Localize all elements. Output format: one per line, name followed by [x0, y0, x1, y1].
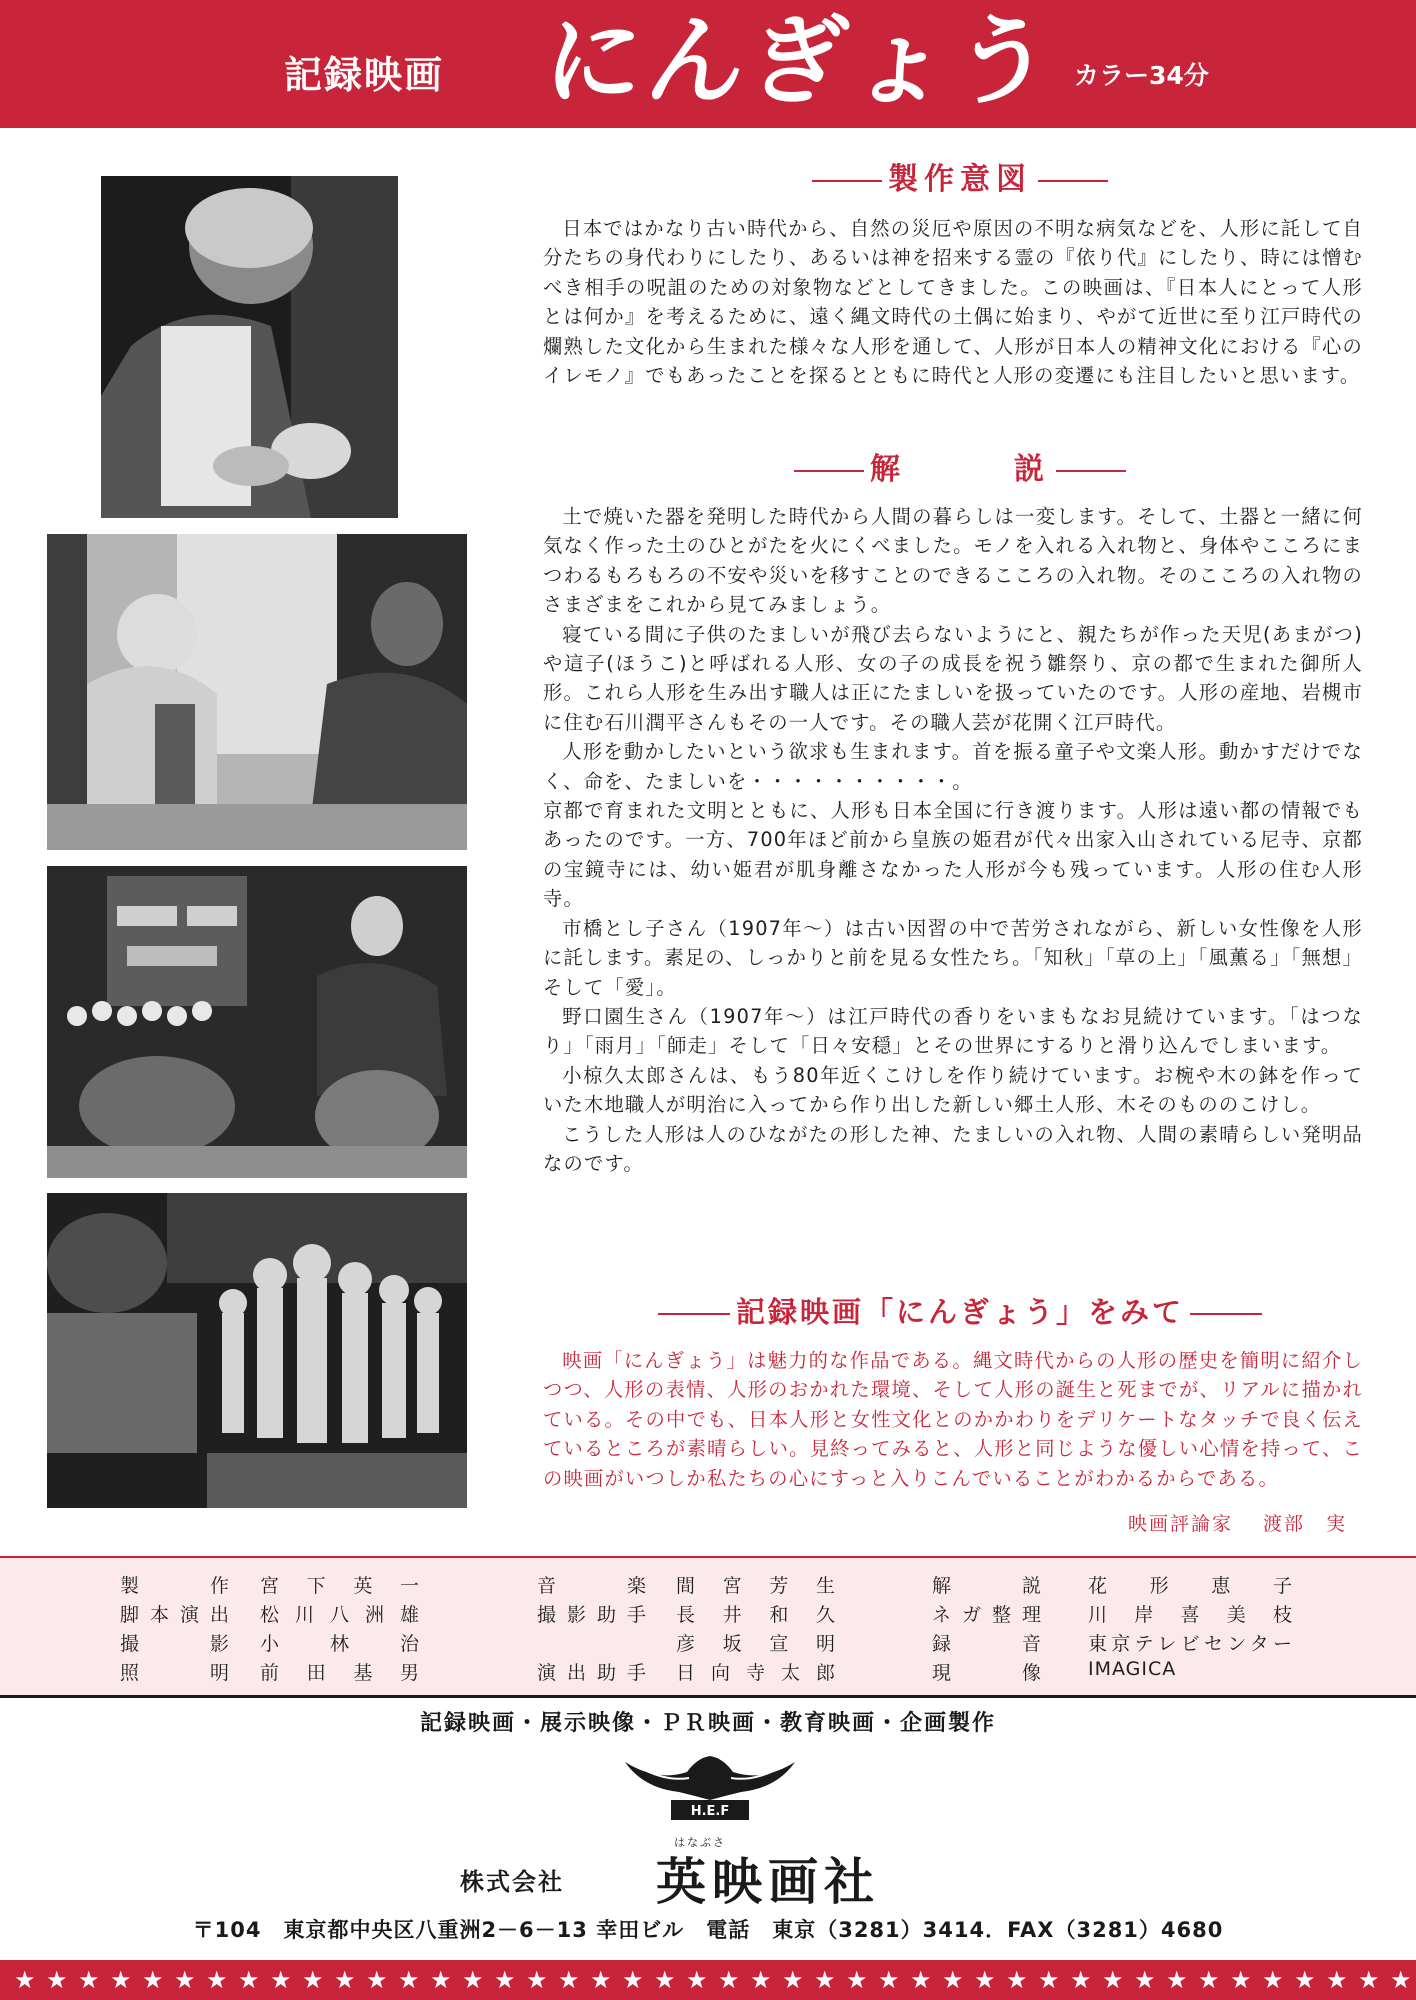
credit-role: 脚本演出: [120, 1604, 230, 1626]
star-icon: ★: [1390, 1966, 1412, 1994]
star-icon: ★: [686, 1966, 708, 1994]
company-address: 〒104 東京都中央区八重洲2－6－13 幸田ビル 電話 東京（3281）3414．FAX（3281）4680: [192, 1918, 1224, 1942]
credit-name: 松川八洲雄: [260, 1604, 420, 1626]
star-icon: ★: [1070, 1966, 1092, 1994]
intent-body: [543, 214, 1363, 390]
heading-rule-right: [1190, 1313, 1262, 1315]
star-icon: ★: [174, 1966, 196, 1994]
star-icon: ★: [654, 1966, 676, 1994]
heading-rule-right: [1056, 470, 1126, 472]
star-icon: ★: [942, 1966, 964, 1994]
review-signature: [1128, 1509, 1347, 1536]
commentary-paragraph: 市橋とし子さん（1907年～）は古い因習の中で苦労されながら、新しい女性像を人形に託します。素足の、しっかりと前を見る女性たち。「知秋」「草の上」「風薫る」「無想」そして「愛」。: [543, 916, 1363, 999]
star-icon: ★: [430, 1966, 452, 1994]
film-genre-label: 記録映画: [284, 53, 445, 97]
credit-name: 花形恵子: [1088, 1575, 1293, 1597]
credit-name: 彦坂宣明: [676, 1633, 836, 1655]
intent-paragraph: 日本ではかなり古い時代から、自然の災厄や原因の不明な病気などを、人形に託して自分たちの身代わりにしたり、あるいは神を招来する霊の『依り代』にしたり、時には憎むべき相手の呪詛のための対象物などとしてきました。この映画は、『日本人にとって人形とは何か』を考えるために、遠く縄文時代の土偶に始まり、やがて近世に至り江戸時代の爛熟した文化から生まれた様々な人形を通して、人形が日本人の精神文化における『心のイレモノ』でもあったことを探るとともに時代と人形の変遷にも注目したいと思います。: [543, 217, 1363, 388]
photo-kokeshi-dolls: [47, 1193, 467, 1508]
star-icon: ★: [302, 1966, 324, 1994]
footer-star-band: [0, 1960, 1416, 2000]
star-icon: ★: [1006, 1966, 1028, 1994]
credit-role: 製作: [120, 1575, 230, 1597]
commentary-paragraph: 人形を動かしたいという欲求も生まれます。首を振る童子や文楽人形。動かすだけでなく、命を、たましいを・・・・・・・・・・。: [543, 740, 1363, 793]
star-icon: ★: [718, 1966, 740, 1994]
credit-name: 間宮芳生: [676, 1575, 836, 1597]
logo-text: H.E.F: [690, 1804, 730, 1819]
star-icon: ★: [526, 1966, 548, 1994]
star-icon: ★: [1102, 1966, 1124, 1994]
company-block: [460, 1836, 980, 1912]
star-icon: ★: [110, 1966, 132, 1994]
photo-artisan-painting-doll: [101, 176, 398, 518]
credit-role: 録音: [932, 1633, 1042, 1655]
star-icon: ★: [814, 1966, 836, 1994]
commentary-paragraph: 京都で育まれた文明とともに、人形も日本全国に行き渡ります。人形は遠い都の情報でもあったのです。一方、700年ほど前から皇族の姫君が代々出家入山されている尼寺、京都の宝鏡寺には、幼い姫君が肌身離さなかった人形が今も残っています。人形の住む人形寺。: [543, 799, 1363, 911]
star-icon: ★: [46, 1966, 68, 1994]
star-icon: ★: [1294, 1966, 1316, 1994]
photo-women-with-dolls: [47, 534, 467, 850]
credit-role: 撮影: [120, 1633, 230, 1655]
heading-rule-left: [794, 470, 864, 472]
credit-name: 小林治: [260, 1633, 420, 1655]
star-icon: ★: [846, 1966, 868, 1994]
reviewer-name: 渡部 実: [1263, 1513, 1348, 1535]
star-icon: ★: [206, 1966, 228, 1994]
company-name-ruby: はなぶさ: [674, 1836, 726, 1849]
credit-role: 解説: [932, 1575, 1042, 1597]
intent-heading: [520, 154, 1400, 198]
star-icon: ★: [558, 1966, 580, 1994]
credit-name: 宮下英一: [260, 1575, 420, 1597]
review-paragraph: 映画「にんぎょう」は魅力的な作品である。縄文時代からの人形の歴史を簡明に紹介しつつ、人形の表情、人形のおかれた環境、そして人形の誕生と死までが、リアルに描かれている。その中でも、日本人形と女性文化とのかかわりをデリケートなタッチで良く伝えているところが素晴らしい。見終ってみると、人形と同じような優しい心情を持って、この映画がいつしか私たちの心にすっと入りこんでいることがわかるからである。: [543, 1349, 1363, 1490]
star-icon: ★: [1262, 1966, 1284, 1994]
star-icon: ★: [878, 1966, 900, 1994]
intent-heading-text: 製作意図: [888, 162, 1032, 197]
star-icon: ★: [462, 1966, 484, 1994]
star-icon: ★: [910, 1966, 932, 1994]
star-icon: ★: [1134, 1966, 1156, 1994]
credit-name: 日向寺太郎: [676, 1662, 836, 1684]
star-icon: ★: [270, 1966, 292, 1994]
photo-doll-workshop: [47, 866, 467, 1178]
credit-role: 照明: [120, 1662, 230, 1684]
heading-rule-left: [658, 1313, 730, 1315]
divider: [0, 1695, 1416, 1698]
review-body: [543, 1346, 1363, 1493]
company-name: 英映画社: [656, 1852, 880, 1911]
commentary-heading: [520, 444, 1400, 488]
commentary-paragraph: こうした人形は人のひながたの形した神、たましいの入れ物、人間の素晴らしい発明品なのです。: [543, 1122, 1363, 1175]
review-heading: [520, 1290, 1400, 1331]
credit-name: 前田基男: [260, 1662, 420, 1684]
star-icon: ★: [366, 1966, 388, 1994]
film-title: にんぎょう: [539, 4, 1062, 119]
credit-name: IMAGICA: [1088, 1658, 1177, 1680]
reviewer-title: 映画評論家: [1128, 1513, 1234, 1535]
commentary-paragraph: 土で焼いた器を発明した時代から人間の暮らしは一変します。そして、土器と一緒に何気なく作った土のひとがたを火にくべました。モノを入れる入れ物と、身体やこころにまつわるもろもろの不安や災いを移すことのできるこころの入れ物。そのこころの入れ物のさまざまをこれから見てみましょう。: [543, 505, 1363, 617]
film-runtime: カラー34分: [1074, 61, 1209, 90]
star-icon: ★: [1358, 1966, 1380, 1994]
star-icon: ★: [750, 1966, 772, 1994]
star-icon: ★: [1326, 1966, 1348, 1994]
star-icon: ★: [494, 1966, 516, 1994]
commentary-paragraph: 野口園生さん（1907年～）は江戸時代の香りをいまもなお見続けています。「はつなり」「雨月」「師走」そして「日々安穏」とその世界にするりと滑り込んでしまいます。: [543, 1004, 1363, 1058]
credit-name: 東京テレビセンター: [1088, 1633, 1293, 1655]
credit-role: 現像: [932, 1662, 1042, 1684]
company-prefix: 株式会社: [460, 1868, 564, 1896]
star-icon: ★: [974, 1966, 996, 1994]
company-services: 記録映画・展示映像・ＰＲ映画・教育映画・企画製作: [419, 1711, 996, 1736]
credit-role: 音楽: [537, 1575, 647, 1597]
heading-rule-left: [812, 180, 882, 182]
heading-rule-right: [1038, 180, 1108, 182]
star-icon: ★: [238, 1966, 260, 1994]
star-icon: ★: [590, 1966, 612, 1994]
star-icon: ★: [1038, 1966, 1060, 1994]
star-icon: ★: [622, 1966, 644, 1994]
review-heading-text: 記録映画「にんぎょう」をみて: [735, 1295, 1184, 1329]
header-band: [0, 0, 1416, 128]
star-icon: ★: [1166, 1966, 1188, 1994]
credit-name: 長井和久: [676, 1604, 836, 1626]
commentary-paragraph: 寝ている間に子供のたましいが飛び去らないようにと、親たちが作った天児(あまがつ)や這子(ほうこ)と呼ばれる人形、女の子の成長を祝う雛祭り、京の都で生まれた御所人形。これら人形を生み出す職人は正にたましいを扱っていたのです。人形の産地、岩槻市に住む石川潤平さんもその一人です。その職人芸が花開く江戸時代。: [543, 622, 1363, 734]
credit-role: 演出助手: [537, 1662, 647, 1684]
star-icon: ★: [1198, 1966, 1220, 1994]
eagle-logo-icon: [617, 1752, 803, 1824]
star-icon: ★: [1230, 1966, 1252, 1994]
commentary-paragraph: 小椋久太郎さんは、もう80年近くこけしを作り続けています。お椀や木の鉢を作っていた木地職人が明治に入ってから作り出した新しい郷土人形、木そのもののこけし。: [543, 1063, 1363, 1117]
credit-role: ネガ整理: [932, 1604, 1042, 1626]
commentary-heading-text: 解 説: [870, 452, 1050, 487]
commentary-body: [543, 502, 1363, 1178]
star-icon: ★: [14, 1966, 36, 1994]
credit-name: 川岸喜美枝: [1088, 1604, 1293, 1626]
credit-role: 撮影助手: [537, 1604, 647, 1626]
star-icon: ★: [398, 1966, 420, 1994]
star-icon: ★: [78, 1966, 100, 1994]
star-icon: ★: [142, 1966, 164, 1994]
star-icon: ★: [334, 1966, 356, 1994]
star-icon: ★: [782, 1966, 804, 1994]
